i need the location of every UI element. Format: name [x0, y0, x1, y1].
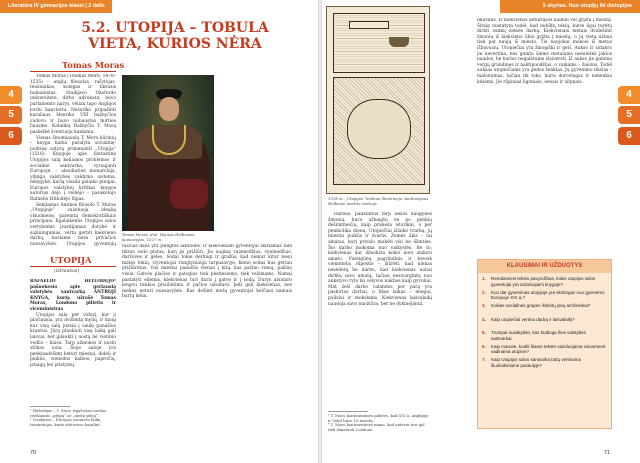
- author-heading-rule: [30, 71, 116, 72]
- right-tab-6[interactable]: 6: [618, 127, 640, 145]
- section-heading-rule: [30, 266, 116, 267]
- question-item: 3. Kokias socialines grupes išskirtų jūsų amžininkai?: [482, 303, 591, 308]
- right-tab-4[interactable]: 4: [618, 86, 640, 104]
- col2-para: fikavitas. Ir kiekvienos keturiųsos kaimei vėl grįžta į miestą. Šitaip nustatyta todėl, kad nebūtų tokių, kurie ilgai turėtų dirbti sunkų žemės darbą. Kiekvienais metais dvidešimt žmonių iš kiekvieno ūkio grįžta į miestą, o jų vietą užima tiek pat naujų iš miesto. Tie naujokai mokosi iš metus išbuvusių. Utopiečiai yra žmogiški ir geri. Aukso ir sidabro jie nevertina, nes gamta šiems metalams nesuteikė jokios naudos, be kurios negalėtume išsiversti. Iš aukso jie gamina vergų grandines ir naktipuodžius, o vaikams – žaislus. Todėl auksas utopiečiams yra gėdos ženklas. Jų gyvenimo tikslas – malonumas, tačiau tik toks, kuris dorovingas ir nekenkia kitiems. Jie rūpinasi ligoniais, senais ir silpnais.: [477, 18, 612, 85]
- bio-para: Vienas žinomiausių T. Moro kūrinių – knyga kalba paralyta socialinę-politinę satyrą primenanti „Utopija“ (1516). Knygoje apie fantastinę Utopijos salą keliamos problemos ir socialinė santvarka, vyraujanti Europoje, – absoliutinė monarchija, ydinga valstybės valdymo sistema, nelygybė, kurią visada palaiko pinigai. Europos valstybių kritikai knygos autorius dėjo į veikėjo – pasakotojo Rafaelio Hitlodėjo lūpas.: [30, 135, 116, 203]
- author-heading: Tomas Moras: [62, 60, 125, 70]
- author-bio: [30, 74, 116, 247]
- left-tab-4[interactable]: 4: [0, 86, 22, 104]
- footnote: ¹ Hitlodėjas – T. Moro išgalvotas vardas, reiškiantis „plepų“ ar „niekų plepį“.: [30, 409, 108, 418]
- left-running-header: Literatūra IV gimnazijos klasei | 2 dalis: [0, 0, 112, 13]
- section-heading: UTOPIJA: [50, 255, 92, 265]
- woodcut-caption: 1518 m. „Utopijos“ leidimo iliustracija, Ambrosijaus Holbeino medžio raižinys: [328, 196, 429, 206]
- left-page-number: 70: [30, 450, 37, 456]
- right-page: [322, 0, 640, 463]
- question-item: 4. Kaip utopiečiai vertina darbą ir laisvalaikį?: [482, 316, 575, 322]
- right-page-number: 71: [603, 450, 610, 456]
- thomas-more-portrait: [122, 75, 214, 231]
- right-running-header: 5 skyrius. Nuo utopijų iki distopijos: [500, 0, 640, 13]
- left-tab-5[interactable]: 5: [0, 106, 22, 124]
- utopia-woodcut-illustration: [326, 6, 430, 194]
- right-tab-5[interactable]: 5: [618, 106, 640, 124]
- footnote: ² Vicekaras – Europos senatvės laikų tarnautojas, kuris atstovavo karaliui.: [30, 417, 101, 428]
- question-item: 6. Kaip manote, kodėl šiame tekste vaizduojama visuomenė vadinama utopine?: [482, 343, 606, 355]
- questions-list: [482, 276, 608, 371]
- right-column-2-text: [477, 18, 612, 254]
- footnote-rule: [30, 406, 70, 407]
- bio-para: Tomas Moras (Thomas More, 1478–1535) – anglų filosofas, rašytojas, teisininkas, kolegas ir tikrasis humanistas. Studijavo Oksfordo universitete, dirbo advokatu, buvo parlamento narys, vėliau tapo Anglijos lordu kancleriu. Nesutiko pripažinti karaliaus Henriko VIII bažnyčios vadovu ir buvo nubaustas mirties bausme. Katalikų Bažnyčia T. Morą paskelbė šventuoju kankiniu.: [30, 74, 116, 135]
- footnote-rule: [328, 411, 368, 412]
- questions-box: [477, 259, 612, 429]
- right-footnotes: [328, 414, 432, 440]
- excerpt-body: [30, 279, 116, 403]
- footnote: ⁴ T. Moro kontinentinės mano, kad anteriu turi gal tiek išmatuoti Londone.: [328, 422, 425, 433]
- questions-title: KLAUSIMAI IR UŽDUOTYS: [478, 260, 611, 273]
- question-item: 1. Remdamiesi teksto pavyzdžiais, kokie utopijos salos gyventojai yra vaizduojami knygoje?: [482, 276, 596, 287]
- excerpt-lead: RAFAELIO HITLODĖJO¹ pašnekesio apie geriausią valstybės santvarką ANTROJI KNYGA, kurią užrašė Tomas Moras, Londono pilietis ir viceministras: [30, 279, 116, 312]
- section-subtitle: (ištraukos): [54, 269, 80, 274]
- col1-para: Darbus, padalintus tarp lokios daugybės žmonių, buvo užbaigtu ne po penkių dešimtmečių, kaip praneša istorikai, o per penkiolika dienų. Utopiečiai išlaiko tvarką, jų miestai puikūs ir švarūs. Žemės ūkis – tai amatas, kurį privalo mokėti visi be išimties. Šio darbo mokoma nuo vaikystės. Be to, kiekvienas dar išmoksta kokio nors atskiro amato. Pareigūnų pagrindinis ir beveik vienintelis rūpestis – žiūrėti, kad niekas nesėdėtų be darbo, kad kiekvienas uoliai dirbtų savo amatą, tačiau nesivargintų nuo ankstyvo ryto iki vėlyvos nakties kaip gyvuliai. Mat šeši darbo valandos per parą yra paskirtos darbui, o likęs laikas – miegui, poilsiui ir mokslams. Kiekvienas laisvalaikį naudoja savo nuožiūra, bet ne dykinėjimui.: [328, 212, 432, 307]
- left-column-2-text: [122, 244, 292, 434]
- question-item: 5. Trumpai nusakykite, kas būdinga šios valstybės santvarkai.: [482, 330, 586, 341]
- question-item: 7. Kaip Utopijos salos santvarka būtų vertinama šiuolaikiniame pasaulyje?: [482, 357, 582, 368]
- bio-para: Sekdamas Antikos filosofo T. Moras „Utopijoje“ vaizduoja idealią visuomenę, paremtą demokratiškais principais. Ilgalaikėmis Utopijos salos vertybėmis įvardijamas dorybė ir sąžiningumas, verta gerbti kiekvieno darbą, kuriame nėra privačios nuosavybės. Utopijos gyventojų: [30, 202, 116, 247]
- footnote: ³ T. Moro kontinentinės pilietės, kad XVI a. Anglijoje ir Valuf buvo 16 miestų.: [328, 414, 429, 423]
- right-column-1-text: [328, 212, 432, 408]
- portrait-caption: Tomas Moras, dail. Hansas Holbeinas jaunesnysis, 1527 m.: [122, 232, 195, 242]
- question-item: 2. Kuo dar gyvenimas utopijoje yra skirtingas nuo gyvenimo Europoje XVI a.?: [482, 289, 605, 301]
- chapter-title: 5.2. UTOPIJA – TOBULA VIETA, KURIOS NĖRA: [81, 20, 269, 52]
- excerpt-text: Utopijos sala per vidurį, kur ji plačiausia, yra dvišimtą mylių, ir daug kur visą salą juosia į saulę panašius krantus. Jūrą plaukioti visą laiką gali laisvai, bet įplaukti į uostą be vietinio vedlio – baisu. Tarp užmokos ir uosto stūkso uola. Šioje saloje yra penkiasdešimt keturi miestai, dideli ir puikūs, vienodos kalbos, papročių, įstaigų bei įstatymų.: [30, 312, 116, 368]
- left-page: [0, 0, 318, 463]
- left-tab-6[interactable]: 6: [0, 127, 22, 145]
- left-footnotes: [30, 409, 116, 439]
- col2-para: tuščias dalis yra įrengtos aikštelės. Ir kiekvienam gyventojui skiriamas tam tikras sodo plotas, kurį jis prižiūri. Jie augina vaismedžius, vynmedžius, daržoves ir gėles. Sodai tokie derlingi ir gražūs, kad niekur kitur nesu matęs tokių. Gyventojai rungtyniauja tarpusavyje, kieno sodas bus geriau prižiūrėtas. Visi miestai panašūs vienas į kitą: kas pažino vieną, pažino visus. Gatvės plačios ir patogios tiek pėstiesiems, tiek vežimams. Namai pastatyti eilėmis, kiekvienas turi duris į gatvę ir į sodą. Durys atsidaro lengvu rankos prisilietimu ir pačios užsidaro. Įeiti gali kiekvienas, nes niekas neturi nuosavybės. Kas dešimt metų gyventojai keičiasi namais burtų keliu.: [122, 244, 292, 300]
